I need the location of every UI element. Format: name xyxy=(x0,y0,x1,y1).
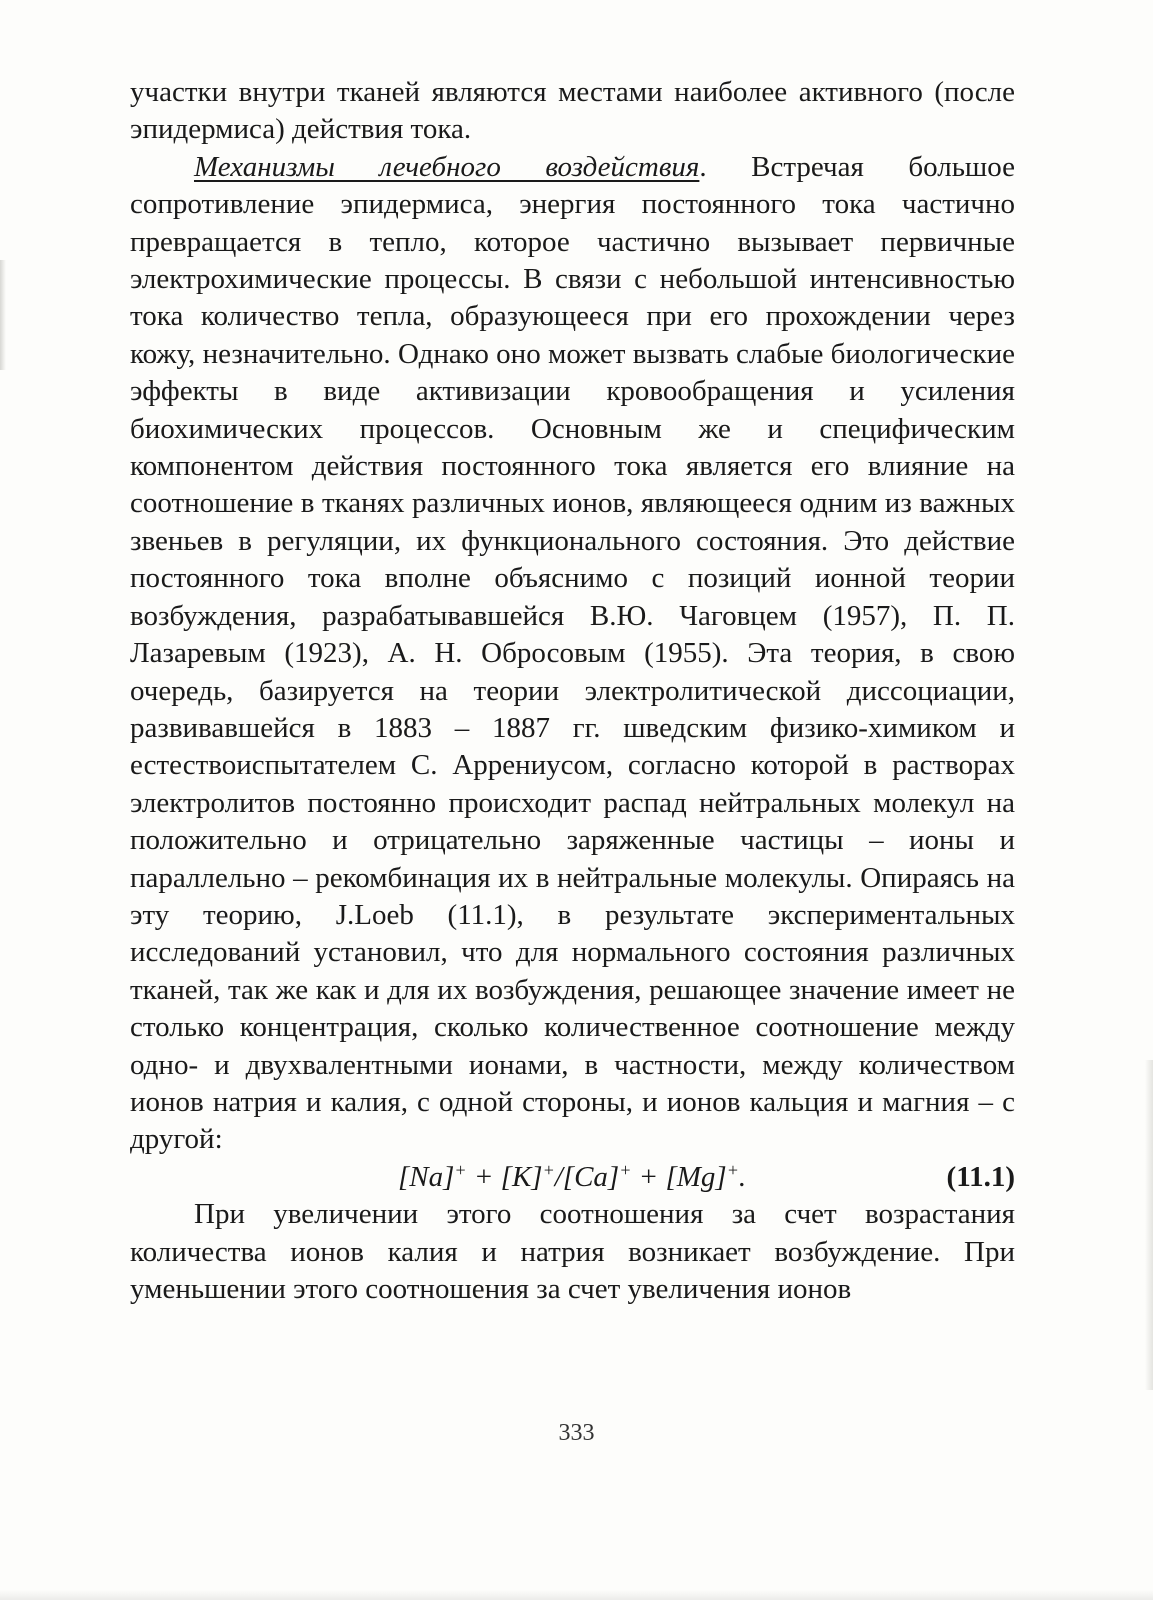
body-text xyxy=(130,74,1015,1308)
scan-shadow-right xyxy=(1145,1060,1153,1390)
formula-plus-2: + xyxy=(631,1160,666,1193)
scan-shadow-left xyxy=(0,260,6,370)
page-number: 333 xyxy=(558,1420,595,1446)
formula-line xyxy=(130,1159,1015,1196)
heading-punctuation: . xyxy=(699,150,707,183)
section-heading: Механизмы лечебного воздействия xyxy=(194,150,700,183)
formula-end: . xyxy=(738,1160,747,1193)
formula-ca: [Ca] xyxy=(562,1160,620,1193)
ion-ratio-formula xyxy=(398,1159,746,1196)
formula-na-charge: + xyxy=(454,1159,467,1180)
formula-mg-charge: + xyxy=(726,1159,739,1180)
mechanisms-text: Встречая большое сопротивление эпидермиса, энергия постоянного тока частично превращается в тепло, которое частично вызывает первичные электрохимические процессы. В связи с небольшой интенсивностью тока количество тепла, образующееся при его прохождении через кожу, незначительно. Однако оно может вызвать слабые биологические эффекты в виде активизации кровообращения и усиления биохимических процессов. Основным же и специфическим компонентом действия постоянного тока является его влияние на соотношение в тканях различных ионов, являющееся одним из важных звеньев в регуляции, их функционального состояния. Это действие постоянного тока вполне объяснимо с позиций ионной теории возбуждения, разрабатывавшейся В.Ю. Чаговцем (1957), П. П. Лазаревым (1923), А. Н. Обросовым (1955). Эта теория, в свою очередь, базируется на теории электролитической диссоциации, развивавшейся в 1883 – 1887 гг. шведским физико-химиком и естествоиспытателем С. Аррениусом, согласно которой в растворах электролитов постоянно происходит распад нейтральных молекул на положительно и отрицательно заряженные частицы – ионы и параллельно – рекомбинация их в нейтральные молекулы. Опираясь на эту теорию, J.Loeb (11.1), в результате экспериментальных исследований установил, что для нормального состояния различных тканей, так же как и для их возбуждения, решающее значение имеет не столько концентрация, сколько количественное соотношение между одно- и двухвалентными ионами, в частности, между количеством ионов натрия и калия, с одной стороны, и ионов кальция и магния – с другой: xyxy=(130,150,1015,1156)
final-paragraph: При увеличении этого соотношения за счет возрастания количества ионов калия и натрия возникает возбуждение. При уменьшении этого соотношения за счет увеличения ионов xyxy=(130,1198,1015,1305)
formula-mg: [Mg] xyxy=(665,1160,727,1193)
formula-k-charge: + xyxy=(542,1159,555,1180)
formula-k: [K] xyxy=(500,1160,543,1193)
formula-divide: / xyxy=(554,1160,563,1193)
intro-paragraph: участки внутри тканей являются местами наиболее активного (после эпидермиса) действия тока. xyxy=(130,76,1015,146)
formula-na: [Na] xyxy=(398,1160,455,1193)
formula-plus-1: + xyxy=(466,1160,501,1193)
scan-shadow-bottom xyxy=(0,1590,1153,1600)
equation-number: (11.1) xyxy=(946,1160,1015,1193)
mechanisms-paragraph xyxy=(130,149,1015,1159)
formula-ca-charge: + xyxy=(619,1159,632,1180)
